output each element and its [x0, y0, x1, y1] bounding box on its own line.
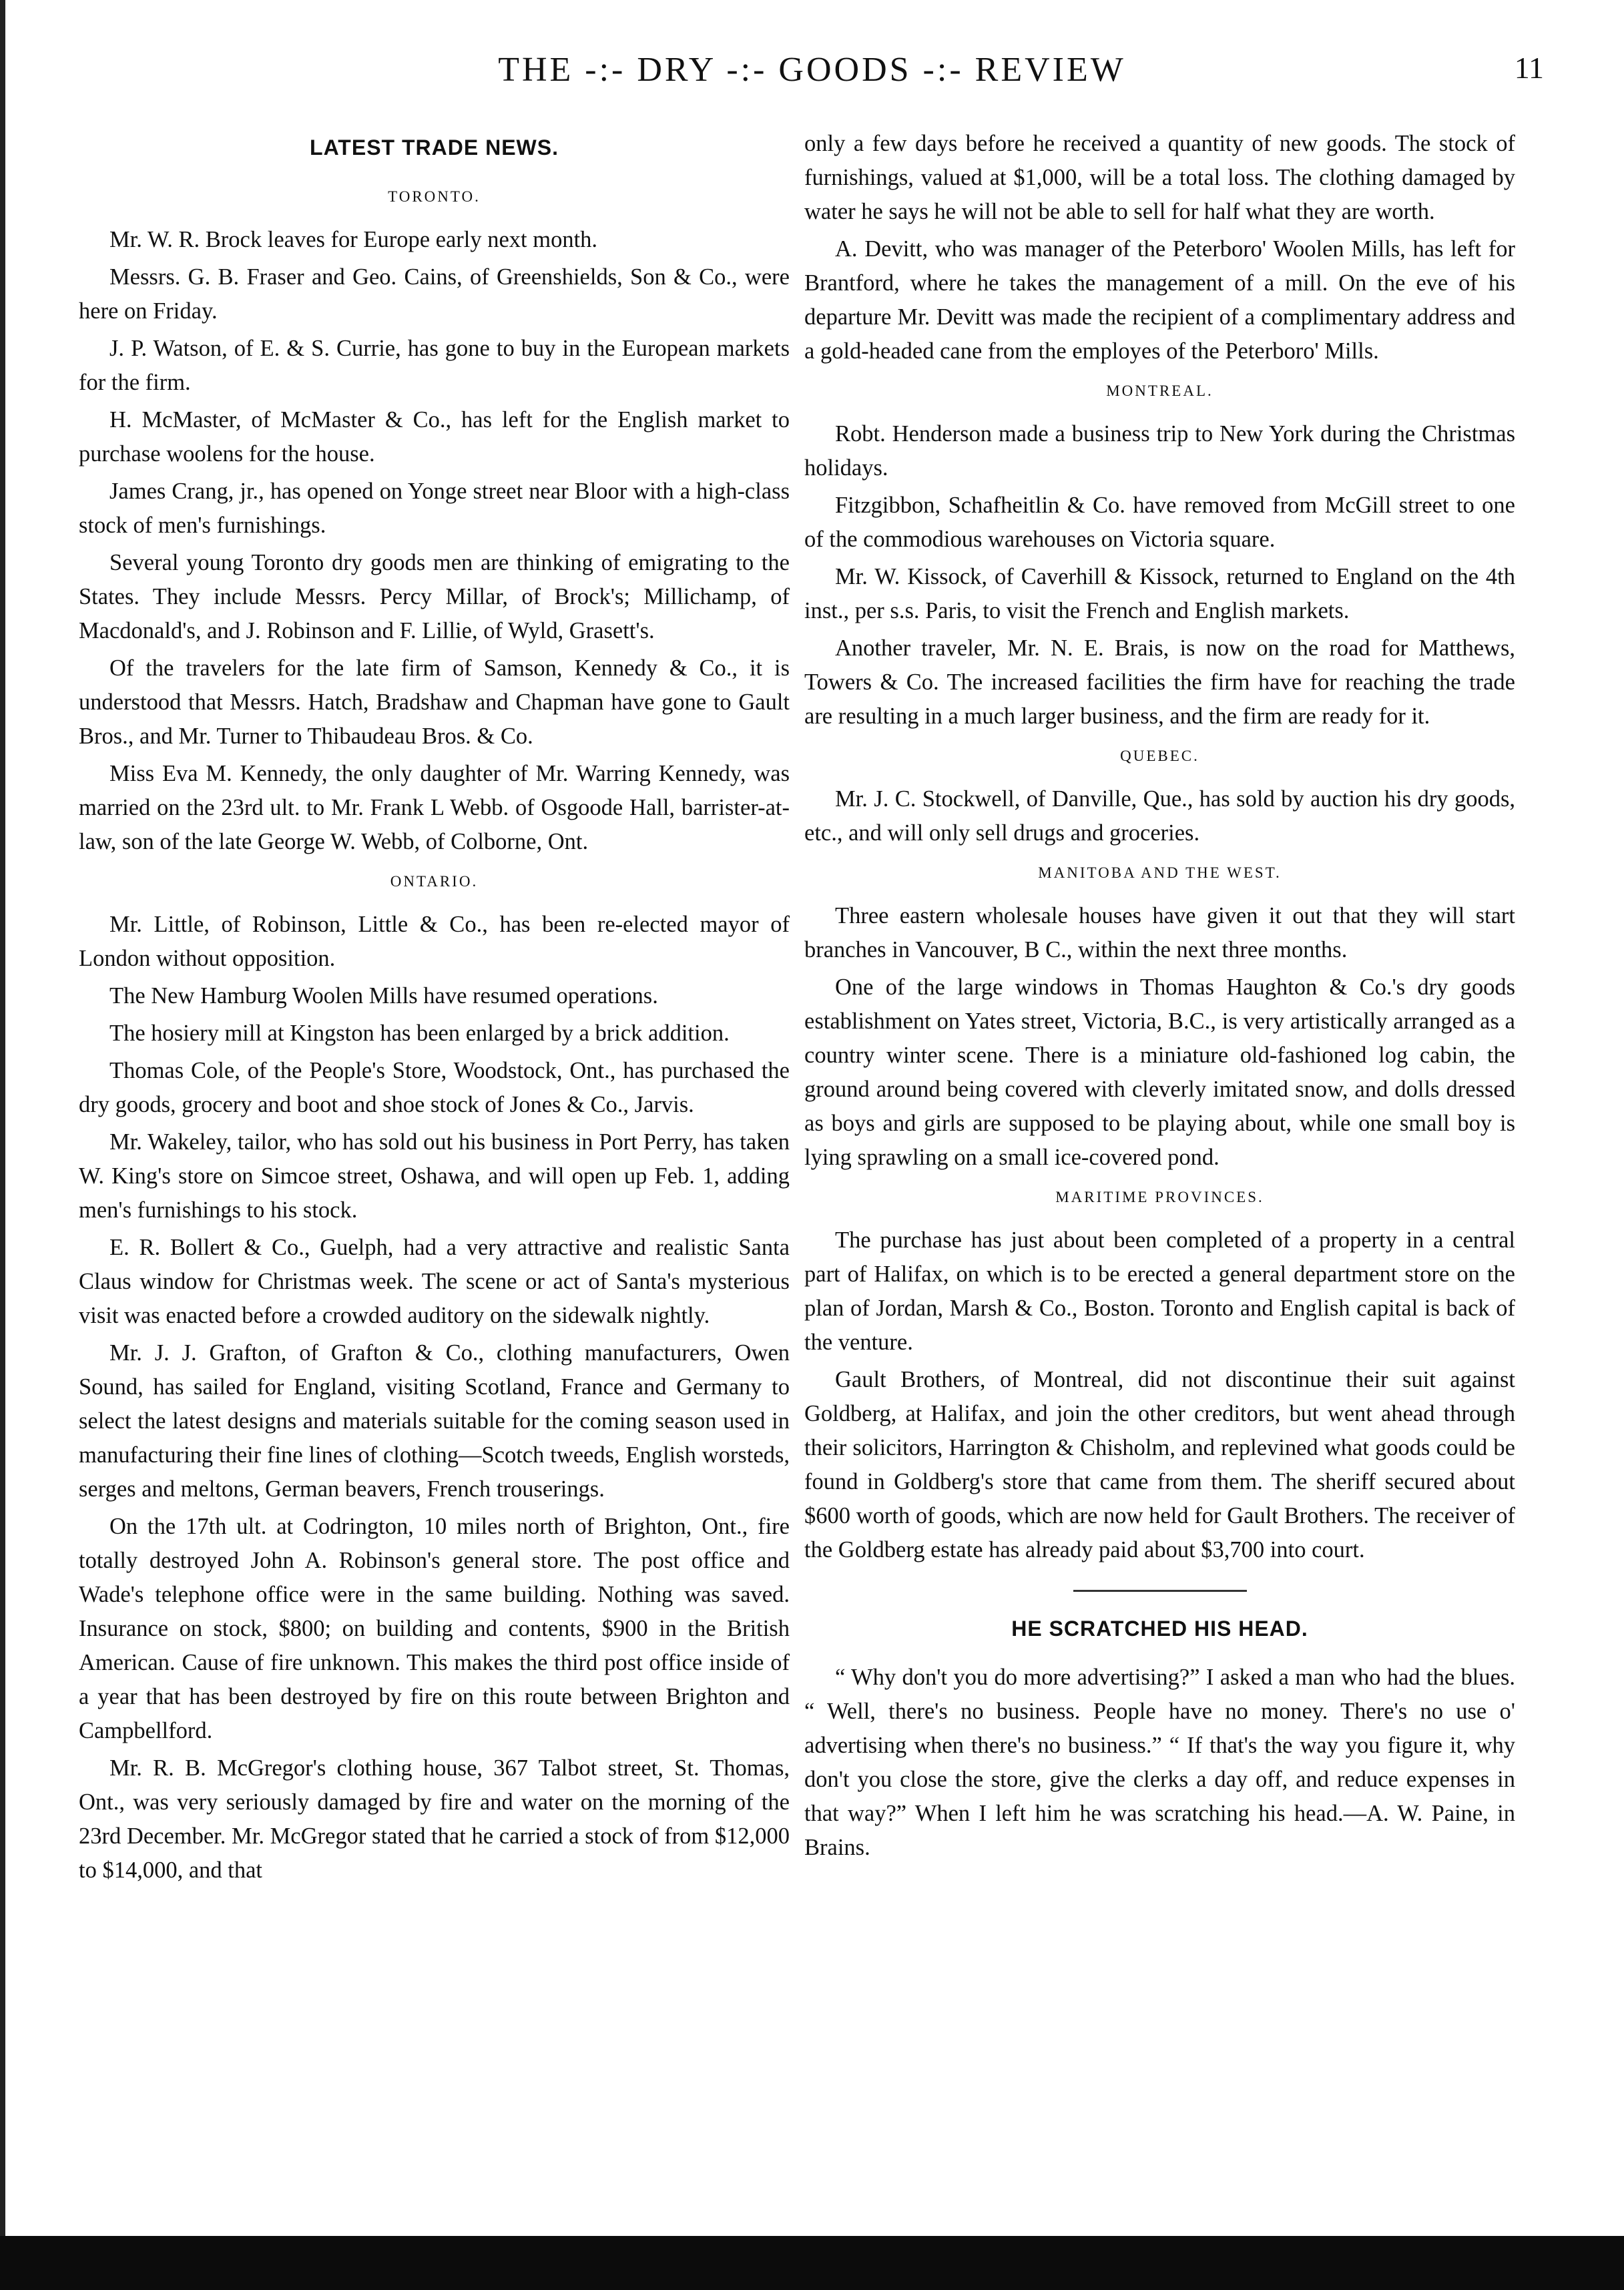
- place-heading-manitoba: MANITOBA AND THE WEST.: [1038, 864, 1282, 881]
- scan-edge: [0, 0, 5, 2290]
- news-item: Miss Eva M. Kennedy, the only daughter of Mr. Warring Kennedy, was married on the 23rd ult. to Mr. Frank L Webb. of Osgoode Hall, barrister-at-law, son of the late George W. Webb, of Colborne, Ont.: [79, 761, 790, 854]
- news-item: Gault Brothers, of Montreal, did not discontinue their suit against Goldberg, at Halifax, and join the other creditors, but went ahead through their solicitors, Harrington & Chisholm, and replevined what goods could be found in Goldberg's store that came from them. The sheriff secured about $600 worth of goods, which are now held for Gault Brothers. The receiver of the Goldberg estate has already paid about $3,700 into court.: [804, 1367, 1515, 1562]
- news-item: Messrs. G. B. Fraser and Geo. Cains, of Greenshields, Son & Co., were here on Friday.: [79, 264, 790, 324]
- news-item: The purchase has just about been completed of a property in a central part of Halifax, on which is to be erected a general department store on the plan of Jordan, Marsh & Co., Boston. Toronto and English capital is back of the venture.: [804, 1227, 1515, 1355]
- news-item: Mr. Wakeley, tailor, who has sold out his business in Port Perry, has taken W. King's store on Simcoe street, Oshawa, and will open up Feb. 1, adding men's furnishings to his stock.: [79, 1129, 790, 1223]
- section-divider: [1073, 1590, 1247, 1592]
- news-item: The New Hamburg Woolen Mills have resumed operations.: [109, 983, 658, 1009]
- news-item: Mr. W. R. Brock leaves for Europe early next month.: [109, 227, 598, 252]
- news-item: Robt. Henderson made a business trip to New York during the Christmas holidays.: [804, 421, 1515, 481]
- news-item: A. Devitt, who was manager of the Peterboro' Woolen Mills, has left for Brantford, where he takes the management of a mill. On the eve of his departure Mr. Devitt was made the recipient of a complimentary address and a gold-headed cane from the employes of the Peterboro' Mills.: [804, 236, 1515, 364]
- news-item: Three eastern wholesale houses have given it out that they will start branches in Vancouver, B C., within the next three months.: [804, 903, 1515, 962]
- news-item: J. P. Watson, of E. & S. Currie, has gone to buy in the European markets for the firm.: [79, 336, 790, 395]
- news-item-continued: only a few days before he received a quantity of new goods. The stock of furnishings, valued at $1,000, will be a total loss. The clothing damaged by water he says he will not be able to sell for half what they are worth.: [804, 131, 1515, 224]
- news-item: Of the travelers for the late firm of Samson, Kennedy & Co., it is understood that Messrs. Hatch, Bradshaw and Chapman have gone to Gault Bros., and Mr. Turner to Thibaudeau Bros. & Co.: [79, 655, 790, 749]
- news-item: Mr. J. C. Stockwell, of Danville, Que., has sold by auction his dry goods, etc., and will only sell drugs and groceries.: [804, 786, 1515, 846]
- news-item: One of the large windows in Thomas Haughton & Co.'s dry goods establishment on Yates street, Victoria, B.C., is very artistically arranged as a country winter scene. There is a miniature old-fashioned log cabin, the ground around being covered with cleverly imitated snow, and dolls dressed as boys and girls are supposed to be playing about, while one small boy is lying sprawling on a small ice-covered pond.: [804, 974, 1515, 1170]
- place-heading-quebec: QUEBEC.: [1120, 748, 1199, 764]
- page-number: 11: [1514, 51, 1544, 85]
- news-item: Another traveler, Mr. N. E. Brais, is now on the road for Matthews, Towers & Co. The increased facilities the firm have for reaching the trade are resulting in a much larger business, and the firm are ready for it.: [804, 635, 1515, 729]
- right-column: [804, 127, 1515, 1868]
- page-header: [0, 50, 1624, 103]
- place-heading-montreal: MONTREAL.: [1106, 382, 1213, 399]
- news-item: Mr. W. Kissock, of Caverhill & Kissock, returned to England on the 4th inst., per s.s. Paris, to visit the French and English markets.: [804, 564, 1515, 623]
- news-item: James Crang, jr., has opened on Yonge street near Bloor with a high-class stock of men's furnishings.: [79, 479, 790, 538]
- place-heading-maritime: MARITIME PROVINCES.: [1055, 1189, 1264, 1205]
- story-text: “ Why don't you do more advertising?” I asked a man who had the blues. “ Well, there's no business. People have no money. There's no use o' advertising when there's no business.” “ If that's the way you figure it, why don't you close the store, give the clerks a day off, and reduce expenses in that way?” When I left him he was scratching his head.—A. W. Paine, in Brains.: [804, 1665, 1515, 1860]
- news-item: H. McMaster, of McMaster & Co., has left for the English market to purchase woolens for the house.: [79, 407, 790, 467]
- news-item: Mr. J. J. Grafton, of Grafton & Co., clothing manufacturers, Owen Sound, has sailed for England, visiting Scotland, France and Germany to select the latest designs and materials suitable for the coming season used in manufacturing their fine lines of clothing—Scotch tweeds, English worsteds, serges and meltons, German beavers, French trouserings.: [79, 1340, 790, 1502]
- section-heading-latest-trade-news: LATEST TRADE NEWS.: [310, 135, 559, 160]
- place-heading-toronto: TORONTO.: [388, 188, 481, 205]
- left-column: [79, 127, 790, 1891]
- news-item: The hosiery mill at Kingston has been enlarged by a brick addition.: [109, 1021, 730, 1046]
- news-item: Fitzgibbon, Schafheitlin & Co. have removed from McGill street to one of the commodious warehouses on Victoria square.: [804, 493, 1515, 552]
- news-item: Mr. Little, of Robinson, Little & Co., has been re-elected mayor of London without opposition.: [79, 912, 790, 971]
- place-heading-ontario: ONTARIO.: [390, 873, 479, 890]
- news-item: E. R. Bollert & Co., Guelph, had a very attractive and realistic Santa Claus window for Christmas week. The scene or act of Santa's mysterious visit was enacted before a crowded auditory on the sidewalk nightly.: [79, 1235, 790, 1328]
- news-item: Several young Toronto dry goods men are thinking of emigrating to the States. They include Messrs. Percy Millar, of Brock's; Millichamp, of Macdonald's, and J. Robinson and F. Lillie, of Wyld, Grasett's.: [79, 550, 790, 643]
- scan-bottom-band: [0, 2236, 1624, 2290]
- news-item: Thomas Cole, of the People's Store, Woodstock, Ont., has purchased the dry goods, grocery and boot and shoe stock of Jones & Co., Jarvis.: [79, 1058, 790, 1117]
- section-heading-scratched-head: HE SCRATCHED HIS HEAD.: [1011, 1617, 1308, 1641]
- news-item: Mr. R. B. McGregor's clothing house, 367 Talbot street, St. Thomas, Ont., was very seriously damaged by fire and water on the morning of the 23rd December. Mr. McGregor stated that he carried a stock of from $12,000 to $14,000, and that: [79, 1755, 790, 1883]
- running-title: THE -:- DRY -:- GOODS -:- REVIEW: [498, 51, 1126, 89]
- news-item: On the 17th ult. at Codrington, 10 miles north of Brighton, Ont., fire totally destroyed John A. Robinson's general store. The post office and Wade's telephone office were in the same building. Nothing was saved. Insurance on stock, $800; on building and contents, $900 in the British American. Cause of fire unknown. This makes the third post office inside of a year that has been destroyed by fire on this route between Brighton and Campbellford.: [79, 1514, 790, 1743]
